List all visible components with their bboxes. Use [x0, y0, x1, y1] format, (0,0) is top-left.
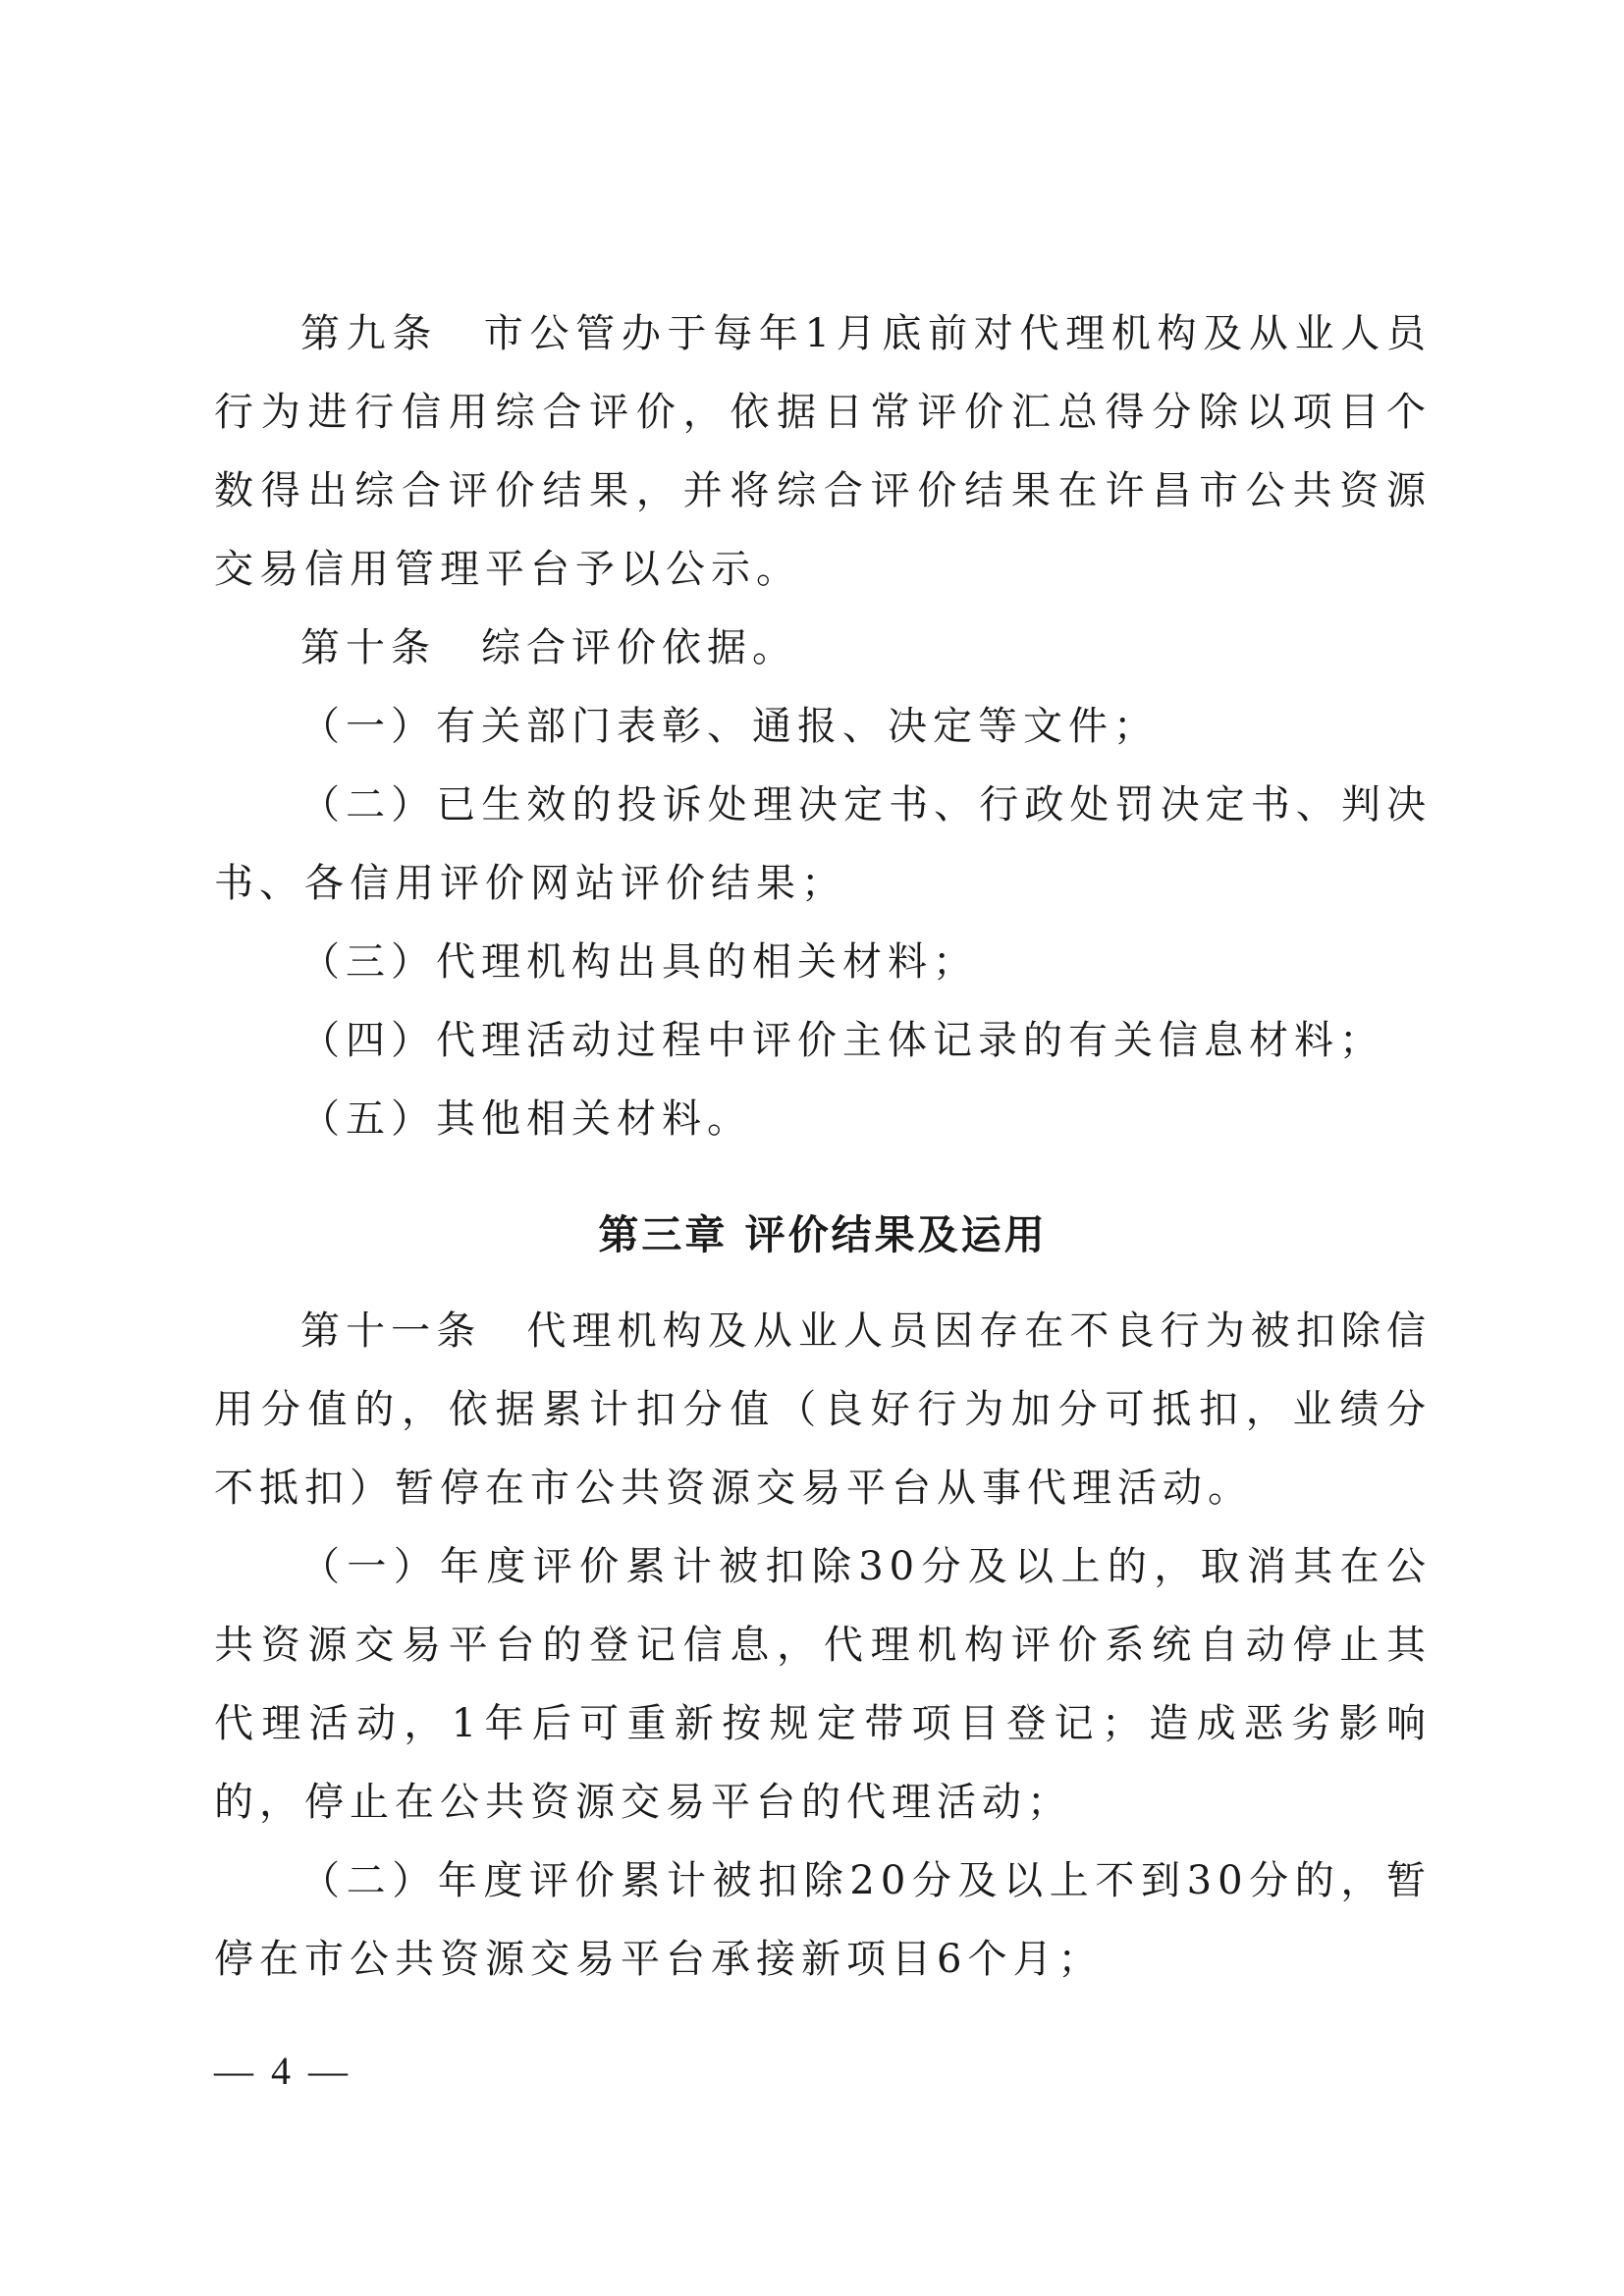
article-10-item-4: （四）代理活动过程中评价主体记录的有关信息材料；: [300, 1018, 1384, 1063]
article-11: 第十一条 代理机构及从业人员因存在不良行为被扣除信用分值的，依据累计扣分值（良好行为加分可抵扣，业绩分不抵扣）暂停在市公共资源交易平台从事代理活动。: [214, 1308, 1432, 1511]
article-10-item-2: （二）已生效的投诉处理决定书、行政处罚决定书、判决书、各信用评价网站评价结果；: [214, 782, 1432, 906]
document-body: [214, 294, 1432, 1999]
chapter-heading: 第三章 评价结果及运用: [598, 1211, 1048, 1258]
article-11-item-1: （一）年度评价累计被扣除30分及以上的，取消其在公共资源交易平台的登记信息，代理机构评价系统自动停止其代理活动，1年后可重新按规定带项目登记；造成恶劣影响的，停止在公共资源交易平台的代理活动；: [214, 1544, 1432, 1825]
page-number: — 4 —: [214, 2049, 352, 2093]
article-9: 第九条 市公管办于每年1月底前对代理机构及从业人员行为进行信用综合评价，依据日常评价汇总得分除以项目个数得出综合评价结果，并将综合评价结果在许昌市公共资源交易信用管理平台予以公示。: [214, 311, 1432, 592]
article-10-item-1: （一）有关部门表彰、通报、决定等文件；: [300, 704, 1159, 749]
article-10-item-3: （三）代理机构出具的相关材料；: [300, 939, 978, 985]
article-10: 第十条 综合评价依据。: [300, 625, 797, 670]
article-11-item-2: （二）年度评价累计被扣除20分及以上不到30分的，暂停在市公共资源交易平台承接新项目6个月；: [214, 1858, 1432, 1982]
article-10-item-5: （五）其他相关材料。: [300, 1096, 752, 1142]
